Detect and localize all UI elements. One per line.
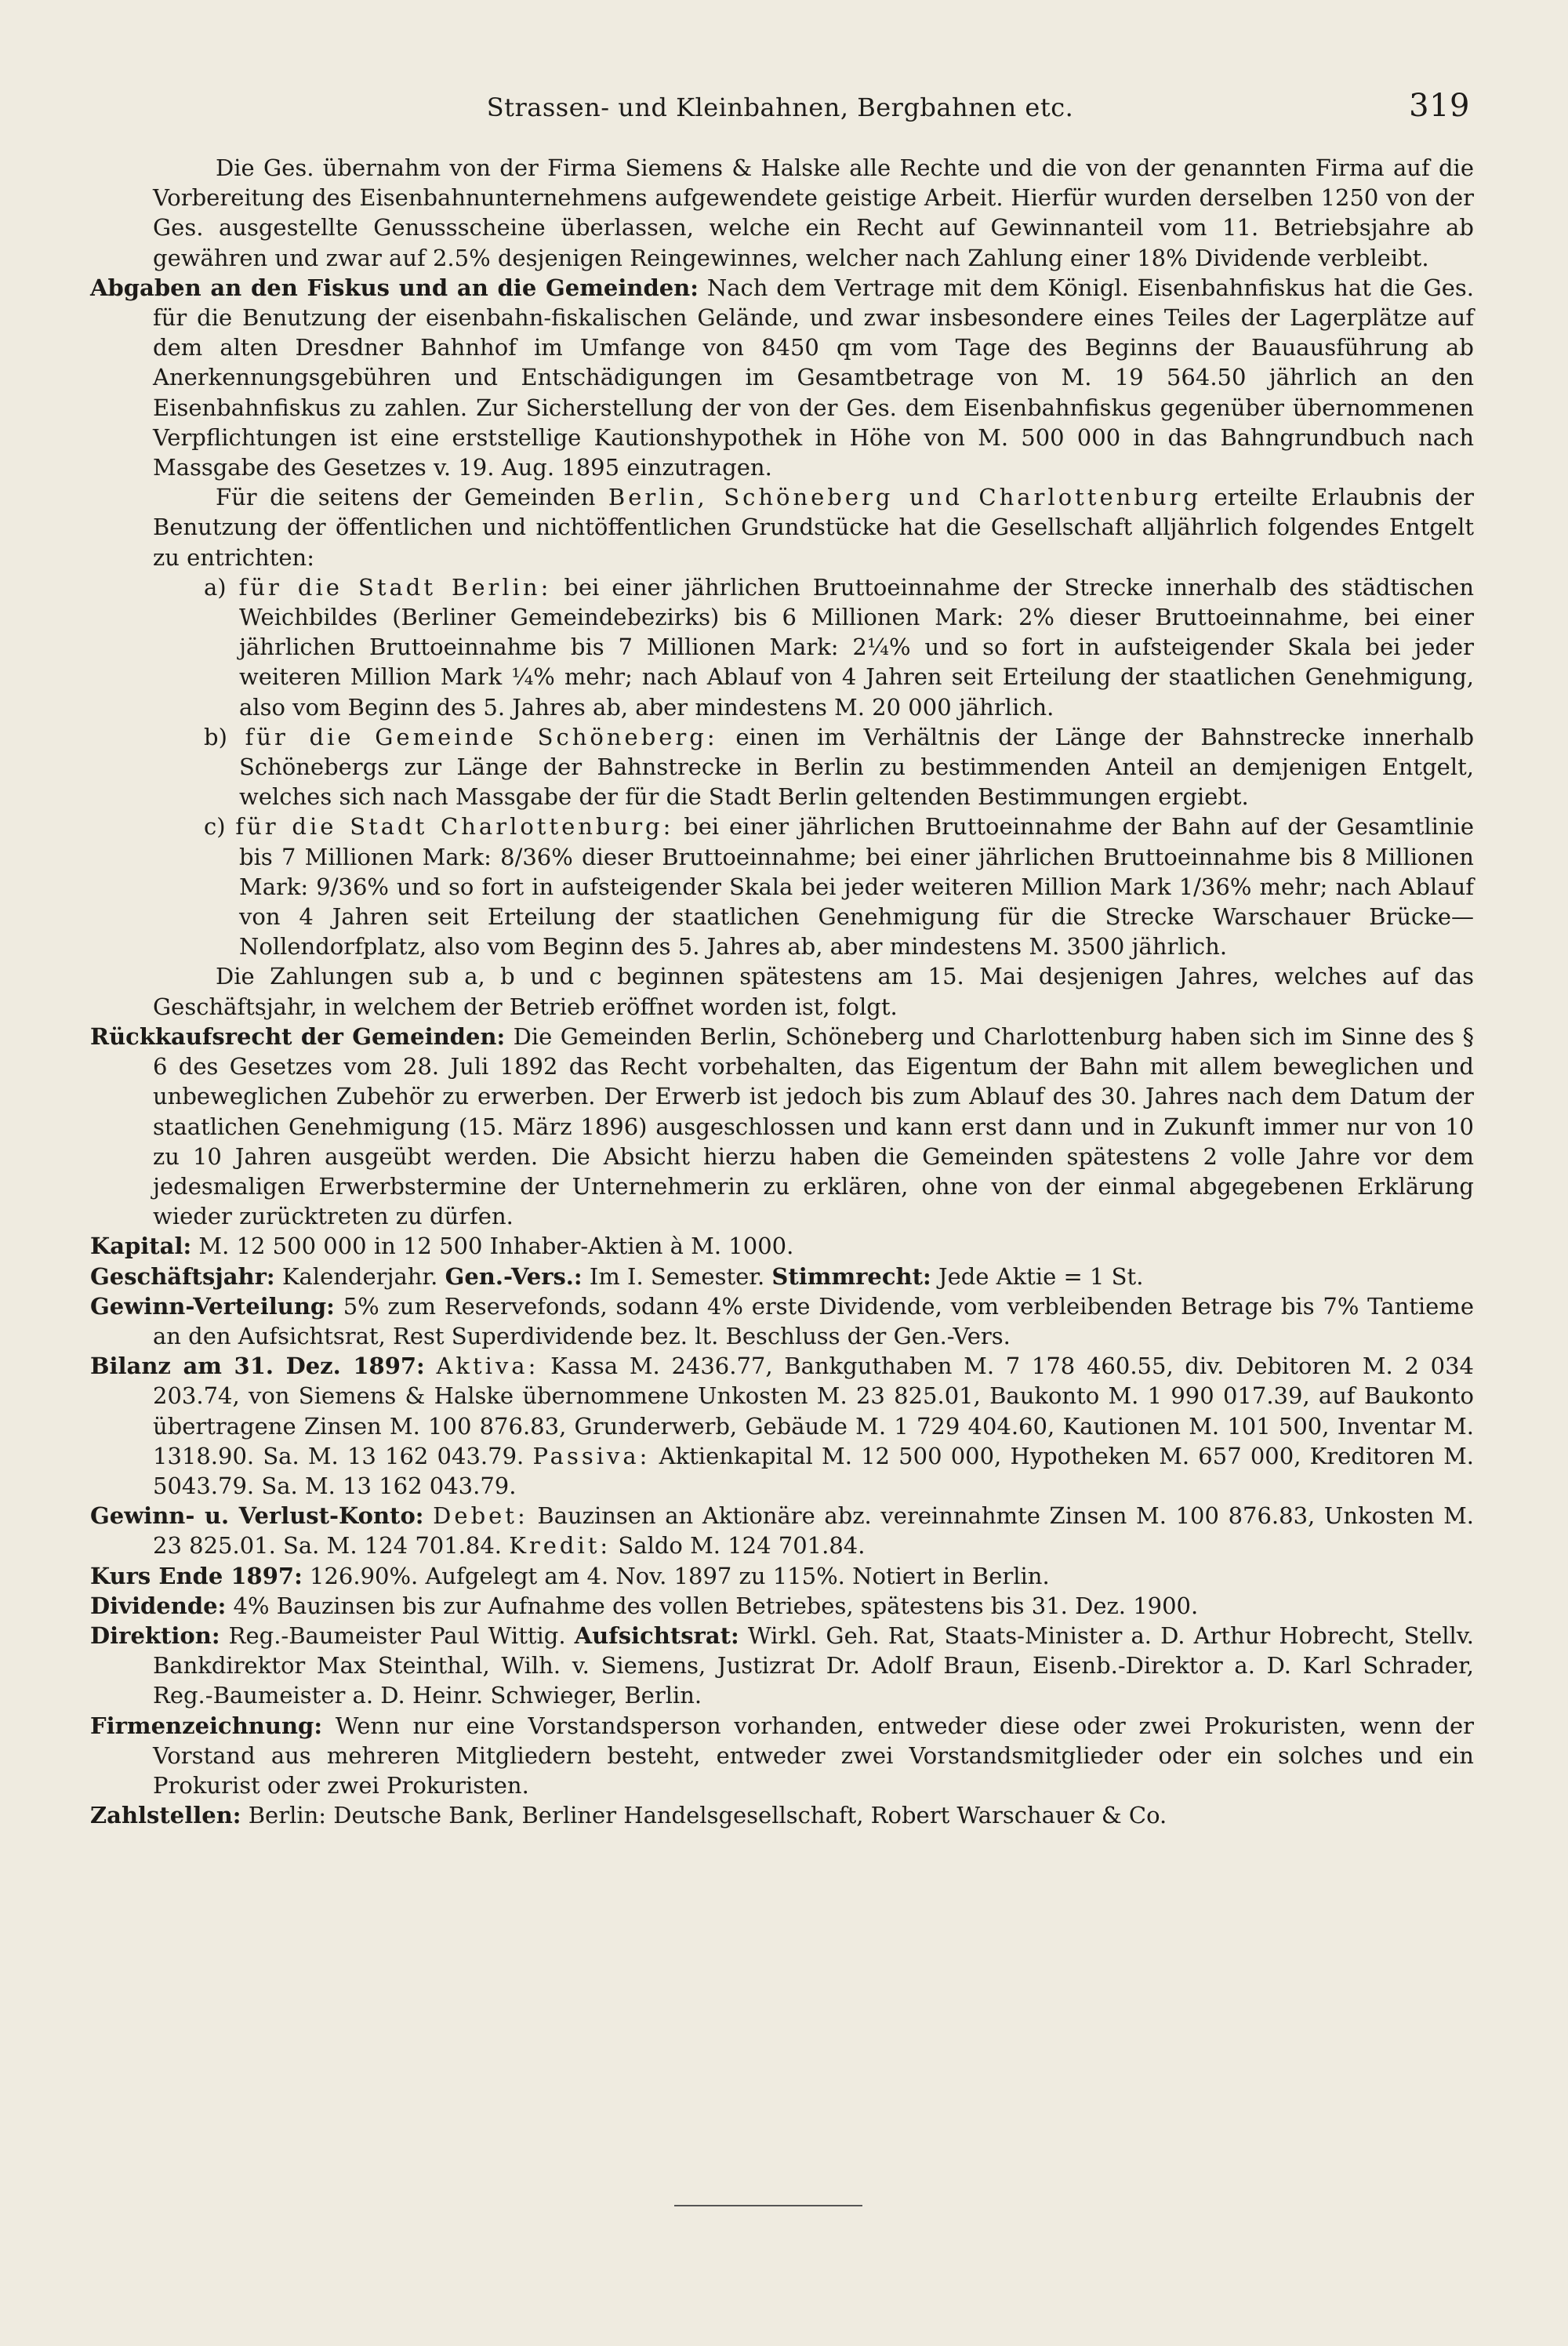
section-label-zahlstellen: Zahlstellen:	[90, 1802, 241, 1829]
section-label-stimmrecht: Stimmrecht:	[771, 1262, 931, 1290]
list-marker: a)	[204, 573, 227, 601]
paragraph-gewinn-verteilung: Gewinn-Verteilung: 5% zum Reservefonds, sodann 4% erste Dividende, vom verbleibenden Betrage bis 7% Tantieme an den Aufsichtsrat, Rest Superdividende bez. lt. Beschluss der Gen.-Vers.	[90, 1292, 1474, 1349]
end-rule	[674, 2205, 862, 2206]
section-label-kurs: Kurs Ende 1897:	[90, 1562, 303, 1589]
section-label-direktion: Direktion:	[90, 1622, 220, 1649]
list-item-b: b) für die Gemeinde Schöneberg: einen im Verhältnis der Länge der Bahnstrecke innerhalb Schönebergs zur Länge der Bahnstrecke in Berlin zu bestimmenden Anteil an demjenigen Entgelt, welches sich nach Massgabe der für die Stadt Berlin geltenden Bestimmungen ergiebt.	[204, 723, 1475, 811]
paragraph-firmenzeichnung: Firmenzeichnung: Wenn nur eine Vorstandsperson vorhanden, entweder diese oder zwei Prokuristen, wenn der Vorstand aus mehreren Mitgliedern besteht, entweder zwei Vorstandsmitglieder oder ein solches und ein Prokurist oder zwei Prokuristen.	[90, 1712, 1474, 1799]
paragraph-genussscheine: Die Ges. übernahm von der Firma Siemens & Halske alle Rechte und die von der genannten Firma auf die Vorbereitung des Eisenbahnunternehmens aufgewendete geistige Arbeit. Hierfür wurden derselben 1250 von der Ges. ausgestellte Genussscheine überlassen, welche ein Recht auf Gewinnanteil vom 11. Betriebsjahre ab gewähren und zwar auf 2.5% desjenigen Reingewinnes, welcher nach Zahlung einer 18% Dividende verbleibt.	[153, 154, 1474, 271]
paragraph-rueckkaufsrecht: Rückkaufsrecht der Gemeinden: Die Gemeinden Berlin, Schöneberg und Charlottenburg haben sich im Sinne des § 6 des Gesetzes vom 28. Juli 1892 das Recht vorbehalten, das Eigentum der Bahn mit allem beweglichen und unbeweglichen Zubehör zu erwerben. Der Erwerb ist jedoch bis zum Ablauf des 30. Jahres nach dem Datum der staatlichen Genehmigung (15. März 1896) ausgeschlossen und kann erst dann und in Zukunft immer nur von 10 zu 10 Jahren ausgeübt werden. Die Absicht hierzu haben die Gemeinden spätestens 2 volle Jahre vor dem jedesmaligen Erwerbstermine der Unternehmerin zu erklären, ohne von der einmal abgegebenen Erklärung wieder zurücktreten zu dürfen.	[90, 1022, 1474, 1230]
list-item-a: a) für die Stadt Berlin: bei einer jährlichen Bruttoeinnahme der Strecke innerhalb des städtischen Weichbildes (Berliner Gemeindebezirks) bis 6 Millionen Mark: 2% dieser Bruttoeinnahme, bei einer jährlichen Bruttoeinnahme bis 7 Millionen Mark: 2¼% und so fort in aufsteigender Skala bei jeder weiteren Million Mark ¼% mehr; nach Ablauf von 4 Jahren seit Erteilung der staatlichen Genehmigung, also vom Beginn des 5. Jahres ab, aber mindestens M. 20 000 jährlich.	[204, 573, 1474, 721]
list-item-c: c) für die Stadt Charlottenburg: bei einer jährlichen Bruttoeinnahme der Bahn auf der Gesamtlinie bis 7 Millionen Mark: 8/36% dieser Bruttoeinnahme; bei einer jährlichen Bruttoeinnahme bis 8 Millionen Mark: 9/36% und so fort in aufsteigender Skala bei jeder weiteren Million Mark 1/36% mehr; nach Ablauf von 4 Jahren seit Erteilung der staatlichen Genehmigung für die Strecke Warschauer Brücke—Nollendorfplatz, also vom Beginn des 5. Jahres ab, aber mindestens M. 3500 jährlich.	[204, 813, 1475, 961]
paragraph-direktion: Direktion: Reg.-Baumeister Paul Wittig. Aufsichtsrat: Wirkl. Geh. Rat, Staats-Minister a. D. Arthur Hobrecht, Stellv. Bankdirektor Max Steinthal, Wilh. v. Siemens, Justizrat Dr. Adolf Braun, Eisenb.-Direktor a. D. Karl Schrader, Reg.-Baumeister a. D. Heinr. Schwieger, Berlin.	[90, 1622, 1474, 1709]
paragraph-zahlstellen: Zahlstellen: Berlin: Deutsche Bank, Berliner Handelsgesellschaft, Robert Warschauer & Co.	[90, 1802, 1167, 1829]
article-body	[90, 153, 1474, 1830]
paragraph-kurs: Kurs Ende 1897: 126.90%. Aufgelegt am 4. Nov. 1897 zu 115%. Notiert in Berlin.	[90, 1562, 1050, 1589]
paragraph-zahlungen: Die Zahlungen sub a, b und c beginnen spätestens am 15. Mai desjenigen Jahres, welches auf das Geschäftsjahr, in welchem der Betrieb eröffnet worden ist, folgt.	[153, 963, 1474, 1020]
section-label-bilanz: Bilanz am 31. Dez. 1897:	[90, 1353, 425, 1380]
section-label-firmenzeichnung: Firmenzeichnung:	[90, 1712, 323, 1739]
section-label-geschaeftsjahr: Geschäftsjahr:	[90, 1262, 275, 1290]
list-marker: c)	[204, 813, 226, 841]
paragraph-gewinn-verlust: Gewinn- u. Verlust-Konto: Debet: Bauzinsen an Aktionäre abz. vereinnahmte Zinsen M. 100 876.83, Unkosten M. 23 825.01. Sa. M. 124 701.84. Kredit: Saldo M. 124 701.84.	[90, 1502, 1474, 1560]
paragraph-bilanz: Bilanz am 31. Dez. 1897: Aktiva: Kassa M. 2436.77, Bankguthaben M. 7 178 460.55, div. Debitoren M. 2 034 203.74, von Siemens & Halske übernommene Unkosten M. 23 825.01, Baukonto M. 1 990 017.39, auf Baukonto übertragene Zinsen M. 100 876.83, Grunderwerb, Gebäude M. 1 729 404.60, Kautionen M. 101 500, Inventar M. 1318.90. Sa. M. 13 162 043.79. Passiva: Aktienkapital M. 12 500 000, Hypotheken M. 657 000, Kreditoren M. 5043.79. Sa. M. 13 162 043.79.	[90, 1353, 1475, 1499]
paragraph-abgaben: Abgaben an den Fiskus und an die Gemeinden: Nach dem Vertrage mit dem Königl. Eisenbahnfiskus hat die Ges. für die Benutzung der eisenbahn-fiskalischen Gelände, und zwar insbesondere eines Teiles der Lagerplätze auf dem alten Dresdner Bahnhof im Umfange von 8450 qm vom Tage des Beginns der Bauausführung ab Anerkennungsgebühren und Entschädigungen im Gesamtbetrage von M. 19 564.50 jährlich an den Eisenbahnfiskus zu zahlen. Zur Sicherstellung der von der Ges. dem Eisenbahnfiskus gegenüber übernommenen Verpflichtungen ist eine erststellige Kautionshypothek in Höhe von M. 500 000 in das Bahngrundbuch nach Massgabe des Gesetzes v. 19. Aug. 1895 einzutragen.	[90, 274, 1475, 481]
page-number: 319	[1409, 88, 1470, 124]
section-label-rueckkaufsrecht: Rückkaufsrecht der Gemeinden:	[90, 1022, 506, 1050]
section-label-gen-vers: Gen.-Vers.:	[445, 1262, 583, 1290]
section-label-abgaben: Abgaben an den Fiskus und an die Gemeinden:	[90, 274, 699, 301]
section-label-kapital: Kapital:	[90, 1233, 192, 1260]
list-marker: b)	[204, 723, 227, 750]
places-spaced: Berlin, Schöneberg und Charlottenburg	[608, 484, 1201, 511]
section-label-gewinn-verlust: Gewinn- u. Verlust-Konto:	[90, 1502, 424, 1530]
paragraph-geschaeftsjahr: Geschäftsjahr: Kalenderjahr. Gen.-Vers.: Im I. Semester. Stimmrecht: Jede Aktie = 1 St.	[90, 1262, 1144, 1290]
section-label-dividende: Dividende:	[90, 1592, 227, 1619]
paragraph-kapital: Kapital: M. 12 500 000 in 12 500 Inhaber-Aktien à M. 1000.	[90, 1233, 794, 1260]
paragraph-entgelt: Für die seitens der Gemeinden Berlin, Schöneberg und Charlottenburg erteilte Erlaubnis der Benutzung der öffentlichen und nichtöffentlichen Grundstücke hat die Gesellschaft alljährlich folgendes Entgelt zu entrichten:	[153, 484, 1475, 571]
section-label-aufsichtsrat: Aufsichtsrat:	[574, 1622, 739, 1649]
paragraph-dividende: Dividende: 4% Bauzinsen bis zur Aufnahme des vollen Betriebes, spätestens bis 31. Dez. 1900.	[90, 1592, 1199, 1619]
section-label-gewinn-verteilung: Gewinn-Verteilung:	[90, 1292, 335, 1320]
running-title: Strassen- und Kleinbahnen, Bergbahnen etc.	[486, 93, 1074, 122]
running-header	[90, 85, 1470, 132]
